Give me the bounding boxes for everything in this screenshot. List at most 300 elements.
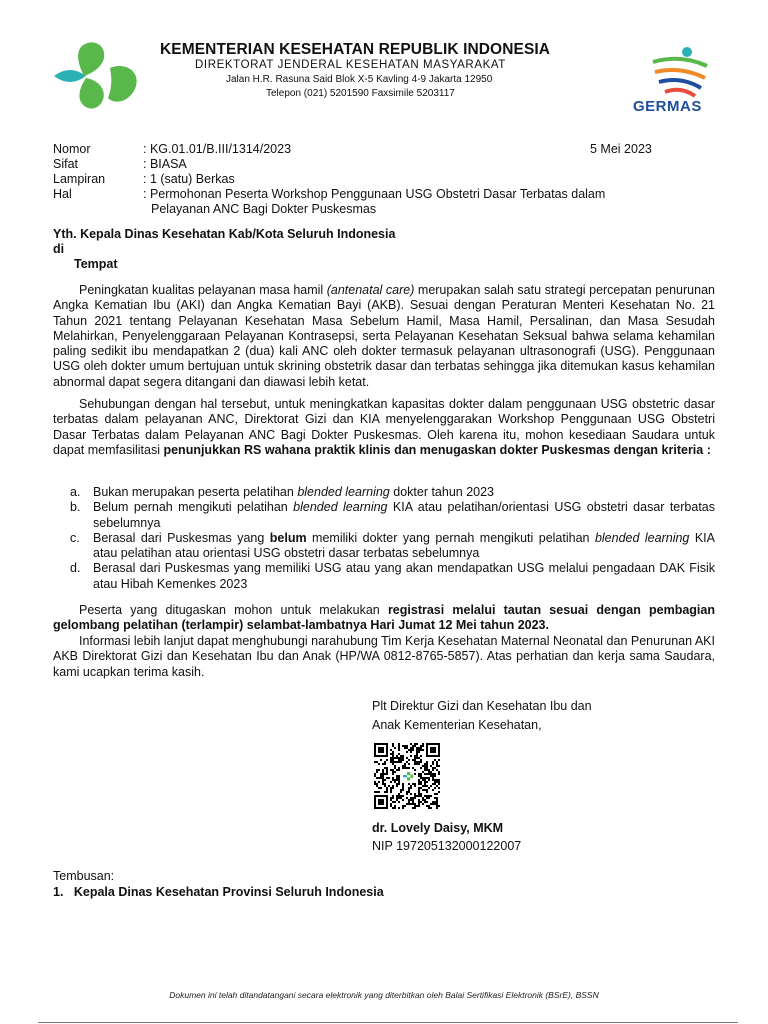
- qr-module: [436, 763, 438, 765]
- qr-module: [422, 765, 424, 767]
- qr-module: [430, 773, 432, 775]
- list-text: Bukan merupakan peserta pelatihan: [93, 485, 298, 499]
- paragraph-bold: registrasi melalui tautan sesuai dengan pembagian gelombang pelatihan (terlampir) selambat-lambatnya Hari Jumat 12 Mei tahun 2023.: [53, 603, 715, 633]
- cc-label: Tembusan:: [53, 869, 115, 883]
- qr-module: [414, 785, 416, 787]
- qr-module: [408, 791, 410, 793]
- qr-module: [390, 753, 392, 755]
- qr-module: [396, 755, 398, 757]
- ministry-phone: Telepon (021) 5201590 Faxsimile 5203117: [266, 88, 455, 99]
- qr-module: [432, 783, 434, 785]
- qr-module: [406, 793, 408, 795]
- qr-module: [414, 773, 416, 775]
- qr-module: [374, 783, 376, 785]
- qr-module: [394, 771, 396, 773]
- qr-module: [418, 803, 420, 805]
- qr-module: [378, 747, 384, 753]
- qr-module: [374, 761, 376, 763]
- qr-module: [420, 759, 422, 761]
- qr-module: [418, 775, 420, 777]
- qr-module: [426, 761, 428, 763]
- qr-module: [434, 779, 436, 781]
- qr-module: [382, 773, 384, 775]
- qr-module: [402, 785, 404, 787]
- qr-module: [392, 801, 394, 803]
- list-marker: d.: [70, 561, 81, 576]
- qr-module: [382, 781, 384, 783]
- qr-module: [408, 763, 410, 765]
- qr-module: [386, 777, 388, 779]
- list-marker: b.: [70, 500, 81, 515]
- paragraph-text: Sehubungan dengan hal tersebut, untuk meningkatkan kapasitas dokter dalam penggunaan USG obstetric dasar terbatas dalam pelayanan ANC, Direktorat Gizi dan KIA menyelenggarakan Workshop Penggunaan USG Obstetri Dasar Terbatas dalam Pelayanan ANC Bagi Dokter Puskesmas. Oleh karena itu, mohon kesediaan Saudara untuk dapat memfasilitasi: [53, 397, 715, 457]
- qr-module: [418, 789, 420, 791]
- qr-module: [398, 749, 400, 751]
- qr-module: [432, 773, 434, 775]
- qr-module: [414, 759, 416, 761]
- qr-module: [418, 773, 420, 775]
- qr-module: [426, 777, 428, 779]
- qr-module: [392, 795, 394, 797]
- qr-module: [424, 763, 426, 765]
- qr-module: [407, 772, 410, 775]
- qr-module: [414, 743, 416, 745]
- qr-module: [392, 785, 394, 787]
- qr-module: [420, 767, 422, 769]
- qr-module: [418, 763, 420, 765]
- qr-module: [410, 799, 412, 801]
- list-italic: blended learning: [297, 485, 390, 499]
- qr-module: [384, 773, 386, 775]
- qr-module: [418, 795, 420, 797]
- qr-module: [420, 783, 422, 785]
- qr-module: [374, 791, 376, 793]
- qr-module: [378, 787, 380, 789]
- qr-module: [406, 757, 408, 759]
- qr-module: [420, 755, 422, 757]
- qr-module: [408, 799, 410, 801]
- qr-module: [390, 803, 392, 805]
- qr-module: [432, 775, 434, 777]
- recipient-di: di: [53, 242, 65, 256]
- qr-module: [386, 773, 388, 775]
- qr-module: [426, 773, 428, 775]
- qr-module: [426, 767, 428, 769]
- qr-module: [432, 761, 434, 763]
- qr-module: [398, 801, 400, 803]
- germas-logo: [645, 44, 715, 100]
- qr-module: [424, 765, 426, 767]
- qr-module: [398, 757, 400, 759]
- paragraph-text: Peserta yang ditugaskan mohon untuk melakukan: [79, 603, 388, 617]
- qr-module: [418, 801, 420, 803]
- qr-module: [424, 773, 426, 775]
- qr-module: [434, 793, 436, 795]
- qr-module: [414, 755, 416, 757]
- electronic-signature-note: Dokumen ini telah ditandatangani secara elektronik yang diterbitkan oleh Balai Sertifikasi Elektronik (BSrE), BSSN: [169, 990, 599, 1000]
- qr-module: [412, 747, 414, 749]
- qr-module: [398, 783, 400, 785]
- qr-module: [414, 763, 416, 765]
- qr-module: [394, 747, 396, 749]
- qr-module: [394, 761, 396, 763]
- qr-module: [438, 779, 440, 781]
- qr-module: [396, 797, 398, 799]
- qr-module: [407, 777, 410, 780]
- qr-module: [398, 759, 400, 761]
- qr-module: [418, 779, 420, 781]
- qr-module: [414, 745, 416, 747]
- meta-label: Sifat: [53, 157, 79, 171]
- list-text: dokter tahun 2023: [389, 485, 495, 499]
- qr-module: [424, 801, 426, 803]
- qr-module: [400, 757, 402, 759]
- qr-module: [384, 785, 386, 787]
- qr-module: [418, 805, 420, 807]
- qr-module: [404, 805, 406, 807]
- signatory-title-1: Plt Direktur Gizi dan Kesehatan Ibu dan: [372, 699, 592, 713]
- qr-module: [406, 747, 408, 749]
- qr-module: [394, 801, 396, 803]
- qr-module: [420, 761, 422, 763]
- qr-module: [428, 787, 430, 789]
- qr-module: [410, 803, 412, 805]
- qr-module: [414, 797, 416, 799]
- qr-module: [408, 801, 410, 803]
- list-text: Berasal dari Puskesmas yang: [93, 530, 270, 545]
- qr-module: [380, 777, 382, 779]
- qr-module: [388, 785, 390, 787]
- qr-module: [384, 767, 386, 769]
- qr-module: [404, 763, 406, 765]
- qr-module: [376, 777, 378, 779]
- list-item: [53, 485, 715, 500]
- qr-module: [392, 759, 394, 761]
- qr-module: [382, 763, 384, 765]
- qr-module: [432, 789, 434, 791]
- qr-module: [390, 791, 392, 793]
- qr-module: [394, 779, 396, 781]
- qr-module: [438, 765, 440, 767]
- qr-module: [378, 763, 380, 765]
- qr-module: [402, 757, 404, 759]
- qr-module: [434, 797, 436, 799]
- qr-module: [392, 753, 394, 755]
- qr-module: [384, 763, 386, 765]
- qr-module: [422, 803, 424, 805]
- qr-module: [378, 799, 384, 805]
- qr-module: [424, 767, 426, 769]
- qr-module: [390, 799, 392, 801]
- list-text: Belum pernah mengikuti pelatihan: [93, 500, 294, 515]
- qr-module: [412, 801, 414, 803]
- qr-module: [408, 759, 410, 761]
- qr-module: [398, 797, 400, 799]
- qr-module: [414, 757, 416, 759]
- qr-module: [406, 791, 408, 793]
- qr-module: [394, 757, 396, 759]
- qr-module: [436, 769, 438, 771]
- qr-module: [408, 749, 410, 751]
- qr-module: [418, 757, 420, 759]
- qr-module: [418, 751, 420, 753]
- qr-module: [398, 745, 400, 747]
- qr-module: [400, 789, 402, 791]
- qr-module: [424, 789, 426, 791]
- qr-module: [402, 745, 404, 747]
- qr-module: [414, 795, 416, 797]
- qr-module: [398, 807, 400, 809]
- paragraph-text: merupakan salah satu strategi percepatan penurunan Angka Kematian Ibu (AKI) dan Angka Kematian Bayi (AKB). Sesuai dengan Peraturan Menteri Kesehatan No. 21 Tahun 2021 tentang Pelayanan Kesehatan Masa Sebelum Hamil, Masa Hamil, Persalinan, dan Masa Sesudah Melahirkan, Penyelenggaraan Pelayanan Kontrasepsi, serta Pelayanan Kesehatan Seksual bahwa selama kehamilan paling sedikit ibu mendapatkan 2 (dua) kali ANC oleh dokter termasuk pelayanan ultrasonografi (USG). Penggunaan USG oleh dokter umum bertujuan untuk skrining obstetrik dasar dan terbatas sehingga jika ditemukan kasus kehamilan abnormal dapat segera ditangani dan diawasi lebih ketat.: [53, 283, 715, 389]
- qr-module: [422, 745, 424, 747]
- qr-module: [404, 765, 406, 767]
- qr-module: [416, 751, 418, 753]
- qr-module: [408, 787, 410, 789]
- paragraph-text: Peningkatan kualitas pelayanan masa hamil: [79, 283, 327, 297]
- qr-module: [406, 751, 408, 753]
- qr-module: [410, 775, 413, 778]
- qr-module: [410, 787, 412, 789]
- qr-module: [406, 803, 408, 805]
- qr-module: [432, 801, 434, 803]
- qr-module: [424, 769, 426, 771]
- signature-qr-code: [374, 743, 440, 809]
- qr-module: [382, 775, 384, 777]
- qr-module: [396, 783, 398, 785]
- qr-module: [434, 775, 436, 777]
- qr-module: [380, 759, 382, 761]
- qr-module: [382, 783, 384, 785]
- qr-module: [390, 757, 392, 759]
- qr-module: [424, 781, 426, 783]
- qr-module: [418, 793, 420, 795]
- list-text: KIA atau pelatihan atau orientasi USG obstetri dasar terbatas sebelumnya: [93, 530, 715, 561]
- qr-module: [438, 787, 440, 789]
- qr-module: [420, 801, 422, 803]
- qr-module: [422, 797, 424, 799]
- meta-label: Lampiran: [53, 172, 106, 186]
- qr-module: [376, 785, 378, 787]
- qr-module: [430, 795, 432, 797]
- qr-module: [436, 797, 438, 799]
- qr-module: [398, 779, 400, 781]
- qr-module: [402, 795, 404, 797]
- qr-module: [398, 767, 400, 769]
- qr-module: [412, 807, 414, 809]
- qr-module: [410, 743, 412, 745]
- qr-module: [380, 775, 382, 777]
- qr-module: [410, 751, 412, 753]
- qr-module: [400, 755, 402, 757]
- qr-module: [426, 805, 428, 807]
- qr-module: [428, 777, 430, 779]
- signatory-nip: NIP 197205132000122007: [372, 839, 522, 853]
- qr-module: [390, 805, 392, 807]
- qr-module: [398, 743, 400, 745]
- qr-module: [432, 763, 434, 765]
- qr-module: [388, 777, 390, 779]
- qr-module: [396, 777, 398, 779]
- qr-module: [426, 769, 428, 771]
- meta-label: Nomor: [53, 142, 91, 156]
- qr-module: [420, 795, 422, 797]
- cc-marker: 1.: [53, 885, 64, 899]
- qr-module: [386, 789, 388, 791]
- paragraph-intro: [53, 283, 715, 390]
- qr-module: [386, 767, 388, 769]
- qr-module: [382, 777, 384, 779]
- list-marker: a.: [70, 485, 81, 499]
- qr-module: [426, 765, 428, 767]
- qr-module: [418, 749, 420, 751]
- qr-module: [436, 765, 438, 767]
- qr-module: [436, 801, 438, 803]
- qr-module: [402, 807, 404, 809]
- qr-module: [386, 759, 388, 761]
- qr-module: [434, 767, 436, 769]
- qr-module: [428, 771, 430, 773]
- qr-module: [412, 797, 414, 799]
- germas-logo-text: GERMAS: [633, 98, 702, 115]
- qr-module: [438, 783, 440, 785]
- qr-module: [378, 769, 380, 771]
- qr-module: [390, 787, 392, 789]
- qr-module: [430, 803, 432, 805]
- qr-module: [426, 763, 428, 765]
- qr-module: [392, 779, 394, 781]
- qr-module: [384, 779, 386, 781]
- qr-module: [400, 797, 402, 799]
- qr-module: [412, 783, 414, 785]
- qr-module: [430, 785, 432, 787]
- qr-module: [392, 743, 394, 745]
- signatory-title-2: Anak Kementerian Kesehatan,: [372, 718, 542, 732]
- qr-module: [406, 767, 408, 769]
- qr-module: [420, 787, 422, 789]
- qr-module: [392, 771, 394, 773]
- qr-module: [376, 783, 378, 785]
- criteria-list: [53, 485, 715, 592]
- qr-module: [436, 803, 438, 805]
- qr-module: [392, 755, 394, 757]
- qr-module: [392, 761, 394, 763]
- qr-module: [392, 751, 394, 753]
- qr-module: [390, 797, 392, 799]
- qr-module: [394, 767, 396, 769]
- qr-module: [384, 783, 386, 785]
- footer-divider: [38, 1022, 738, 1023]
- qr-module: [412, 745, 414, 747]
- qr-module: [408, 789, 410, 791]
- qr-module: [390, 781, 392, 783]
- qr-module: [404, 767, 406, 769]
- qr-module: [402, 759, 404, 761]
- qr-module: [418, 781, 420, 783]
- qr-module: [430, 775, 432, 777]
- list-text: memiliki dokter yang pernah mengikuti pelatihan: [306, 530, 595, 545]
- qr-module: [418, 783, 420, 785]
- qr-module: [410, 747, 412, 749]
- qr-module: [400, 795, 402, 797]
- qr-module: [438, 791, 440, 793]
- qr-module: [402, 805, 404, 807]
- qr-module: [380, 787, 382, 789]
- qr-module: [416, 757, 418, 759]
- qr-module: [396, 757, 398, 759]
- meta-value: : Permohonan Peserta Workshop Penggunaan USG Obstetri Dasar Terbatas dalam: [143, 187, 606, 201]
- qr-module: [384, 791, 386, 793]
- qr-module: [414, 783, 416, 785]
- qr-module: [394, 807, 396, 809]
- qr-module: [422, 779, 424, 781]
- qr-module: [420, 777, 422, 779]
- qr-module: [424, 799, 426, 801]
- qr-module: [422, 749, 424, 751]
- qr-module: [432, 767, 434, 769]
- qr-module: [436, 793, 438, 795]
- qr-module: [412, 749, 414, 751]
- qr-module: [418, 747, 420, 749]
- qr-module: [434, 801, 436, 803]
- list-text: KIA atau pelatihan/orientasi USG obstetri dasar terbatas sebelumnya: [93, 500, 715, 530]
- directorate-name: DIREKTORAT JENDERAL KESEHATAN MASYARAKAT: [195, 59, 506, 71]
- qr-module: [434, 803, 436, 805]
- qr-module: [416, 763, 418, 765]
- qr-module: [410, 749, 412, 751]
- qr-module: [404, 747, 406, 749]
- qr-module: [386, 787, 388, 789]
- qr-module: [418, 799, 420, 801]
- qr-module: [380, 773, 382, 775]
- qr-module: [436, 761, 438, 763]
- qr-module: [398, 793, 400, 795]
- qr-module: [394, 805, 396, 807]
- qr-module: [402, 789, 404, 791]
- paragraph-registration: [53, 603, 715, 634]
- qr-module: [400, 791, 402, 793]
- qr-module: [422, 799, 424, 801]
- qr-module: [403, 775, 407, 777]
- qr-module: [428, 773, 430, 775]
- qr-module: [392, 807, 394, 809]
- qr-module: [424, 777, 426, 779]
- qr-module: [420, 775, 422, 777]
- qr-module: [432, 769, 434, 771]
- qr-module: [414, 793, 416, 795]
- list-italic: blended learning: [594, 530, 690, 545]
- qr-module: [420, 793, 422, 795]
- cc-item: [53, 885, 384, 901]
- qr-module: [416, 747, 418, 749]
- qr-module: [386, 769, 388, 771]
- qr-module: [422, 771, 424, 773]
- qr-module: [424, 785, 426, 787]
- list-marker: c.: [70, 530, 80, 545]
- qr-module: [426, 791, 428, 793]
- qr-module: [412, 799, 414, 801]
- qr-module: [436, 779, 438, 781]
- qr-module: [428, 779, 430, 781]
- qr-module: [376, 769, 378, 771]
- qr-module: [414, 761, 416, 763]
- qr-module: [390, 749, 392, 751]
- qr-module: [430, 807, 432, 809]
- meta-value: : BIASA: [143, 157, 187, 171]
- qr-module: [386, 771, 388, 773]
- qr-module: [438, 773, 440, 775]
- qr-module: [436, 799, 438, 801]
- qr-module: [394, 781, 396, 783]
- qr-module: [416, 795, 418, 797]
